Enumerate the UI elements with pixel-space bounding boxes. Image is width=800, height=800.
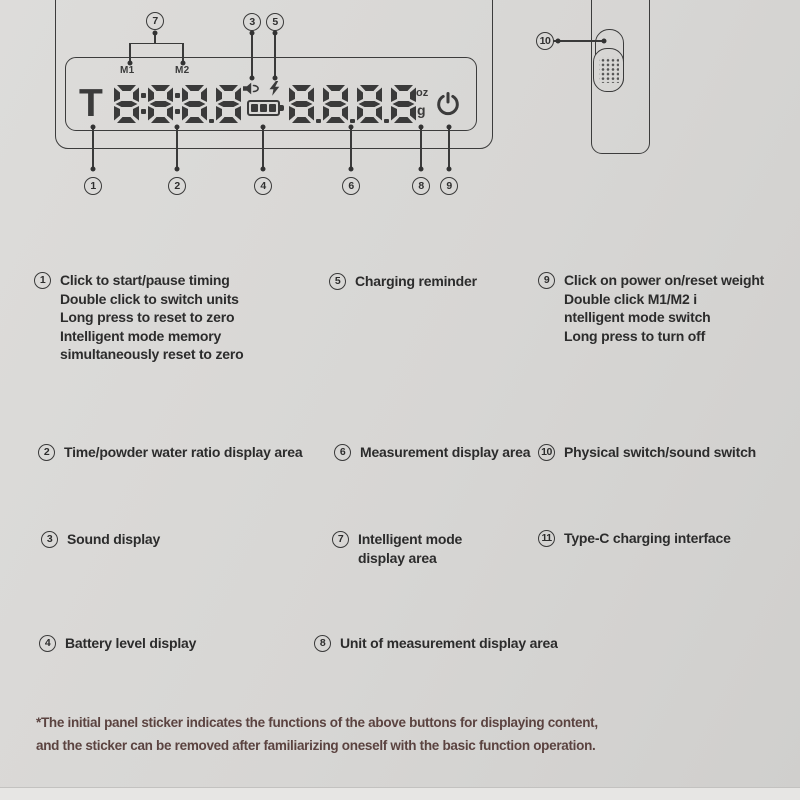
callout-7: 7 <box>146 12 164 30</box>
callout-dot <box>91 125 96 130</box>
callout-dot <box>556 39 561 44</box>
seven-segment-digit <box>216 85 241 123</box>
legend-number: 11 <box>538 530 555 547</box>
legend-number: 6 <box>334 444 351 461</box>
seven-segment-digit <box>357 85 382 123</box>
legend-line: Double click M1/M2 i <box>564 290 697 307</box>
legend-text <box>340 634 558 653</box>
legend-line: Click to start/pause timing <box>60 272 230 288</box>
legend-line: Charging reminder <box>355 273 477 289</box>
legend-item-11 <box>538 529 731 548</box>
legend-line: ntelligent mode switch <box>564 309 711 325</box>
legend-text <box>67 530 160 549</box>
legend-item-8 <box>314 634 558 653</box>
legend-line: Long press to reset to zero <box>60 309 235 325</box>
legend-number: 10 <box>538 444 555 461</box>
legend-text <box>564 529 731 548</box>
legend-line: Click on power on/reset weight <box>564 272 765 288</box>
legend-text <box>564 271 764 345</box>
decimal-point <box>315 85 321 123</box>
decimal-point <box>349 85 355 123</box>
footnote-line: *The initial panel sticker indicates the functions of the above buttons for displaying content, <box>36 715 598 730</box>
legend-number: 7 <box>332 531 349 548</box>
footnote-line: and the sticker can be removed after familiarizing oneself with the basic function operation. <box>36 738 596 753</box>
legend-line: Measurement display area <box>360 444 531 460</box>
callout-1: 1 <box>84 177 102 195</box>
legend-line: Double click to switch units <box>60 290 239 307</box>
callout-line <box>553 40 604 41</box>
legend-item-9 <box>538 271 764 345</box>
seven-segment-digit <box>114 85 139 123</box>
callout-line <box>448 127 449 169</box>
legend-item-10 <box>538 443 756 462</box>
legend-number: 1 <box>34 272 51 289</box>
legend-number: 3 <box>41 531 58 548</box>
callout-line <box>176 127 177 169</box>
callout-dot <box>91 167 96 172</box>
callout-2: 2 <box>168 177 186 195</box>
legend-text <box>360 443 530 462</box>
seven-segment-digit <box>148 85 173 123</box>
legend-item-6 <box>334 443 530 462</box>
legend-number: 4 <box>39 635 56 652</box>
legend-line: Unit of measurement display area <box>340 635 558 651</box>
legend-number: 5 <box>329 273 346 290</box>
tare-symbol: T <box>79 82 103 125</box>
lcd-display <box>65 57 477 131</box>
legend-line: simultaneously reset to zero <box>60 346 244 362</box>
callout-line <box>92 127 93 169</box>
callout-dot <box>175 125 180 130</box>
measurement-display <box>287 85 417 123</box>
charging-icon <box>269 81 280 101</box>
legend-line: Sound display <box>67 531 161 547</box>
legend-item-7 <box>332 530 462 567</box>
seven-segment-digit <box>182 85 207 123</box>
page-bottom-edge <box>0 787 800 800</box>
callout-dot <box>153 31 158 36</box>
callout-dot <box>447 167 452 172</box>
seven-segment-digit <box>323 85 348 123</box>
callout-6: 6 <box>342 177 360 195</box>
callout-dot <box>273 76 278 81</box>
legend-line: Intelligent mode memory <box>60 327 222 344</box>
legend-line: display area <box>358 549 437 566</box>
callout-dot <box>250 31 255 36</box>
callout-dot <box>419 125 424 130</box>
callout-dot <box>602 39 607 44</box>
legend-item-1 <box>34 271 243 364</box>
callout-dot <box>261 125 266 130</box>
legend-text <box>358 530 462 567</box>
seven-segment-digit <box>391 85 416 123</box>
callout-dot <box>273 31 278 36</box>
callout-line <box>251 34 252 78</box>
switch-texture-dots <box>599 57 619 83</box>
seven-segment-digit <box>289 85 314 123</box>
colon-mark <box>174 85 180 123</box>
power-icon <box>436 92 460 121</box>
callout-8: 8 <box>412 177 430 195</box>
callout-dot <box>181 61 186 66</box>
legend-item-5 <box>329 272 477 291</box>
legend-line: Type-C charging interface <box>564 530 731 546</box>
callout-line <box>420 127 421 169</box>
sound-icon <box>243 82 259 100</box>
mode-label-m2: M2 <box>175 65 190 76</box>
decimal-point <box>383 85 389 123</box>
legend-text <box>355 272 477 291</box>
callout-line <box>262 127 263 169</box>
mode-label-m1: M1 <box>120 65 135 76</box>
callout-dot <box>128 61 133 66</box>
unit-label-g: g <box>417 102 426 118</box>
legend-text <box>564 443 756 462</box>
callout-dot <box>419 167 424 172</box>
legend-line: Long press to turn off <box>564 327 706 344</box>
legend-line: Physical switch/sound switch <box>564 444 757 460</box>
legend-number: 8 <box>314 635 331 652</box>
callout-3: 3 <box>243 13 261 31</box>
timer-ratio-display <box>112 85 242 123</box>
legend-number: 2 <box>38 444 55 461</box>
decimal-point <box>208 85 214 123</box>
legend-text <box>64 443 302 462</box>
legend-text <box>65 634 196 653</box>
footnote <box>36 711 598 757</box>
legend-item-2 <box>38 443 302 462</box>
legend-line: Time/powder water ratio display area <box>64 444 303 460</box>
legend-number: 9 <box>538 272 555 289</box>
colon-mark <box>140 85 146 123</box>
legend-item-4 <box>39 634 196 653</box>
battery-icon <box>247 100 280 116</box>
callout-line <box>274 34 275 78</box>
callout-5: 5 <box>266 13 284 31</box>
callout-dot <box>349 125 354 130</box>
callout-9: 9 <box>440 177 458 195</box>
legend-line: Battery level display <box>65 635 197 651</box>
callout-line <box>350 127 351 169</box>
legend-line: Intelligent mode <box>358 531 463 547</box>
callout-4: 4 <box>254 177 272 195</box>
callout-10: 10 <box>536 32 554 50</box>
callout-dot <box>250 76 255 81</box>
unit-label-oz: oz <box>416 87 429 99</box>
legend-text <box>60 271 243 364</box>
callout-dot <box>261 167 266 172</box>
physical-switch-knob <box>593 48 624 92</box>
callout-dot <box>349 167 354 172</box>
callout-dot <box>175 167 180 172</box>
callout-line <box>129 43 183 44</box>
callout-dot <box>447 125 452 130</box>
legend-item-3 <box>41 530 160 549</box>
